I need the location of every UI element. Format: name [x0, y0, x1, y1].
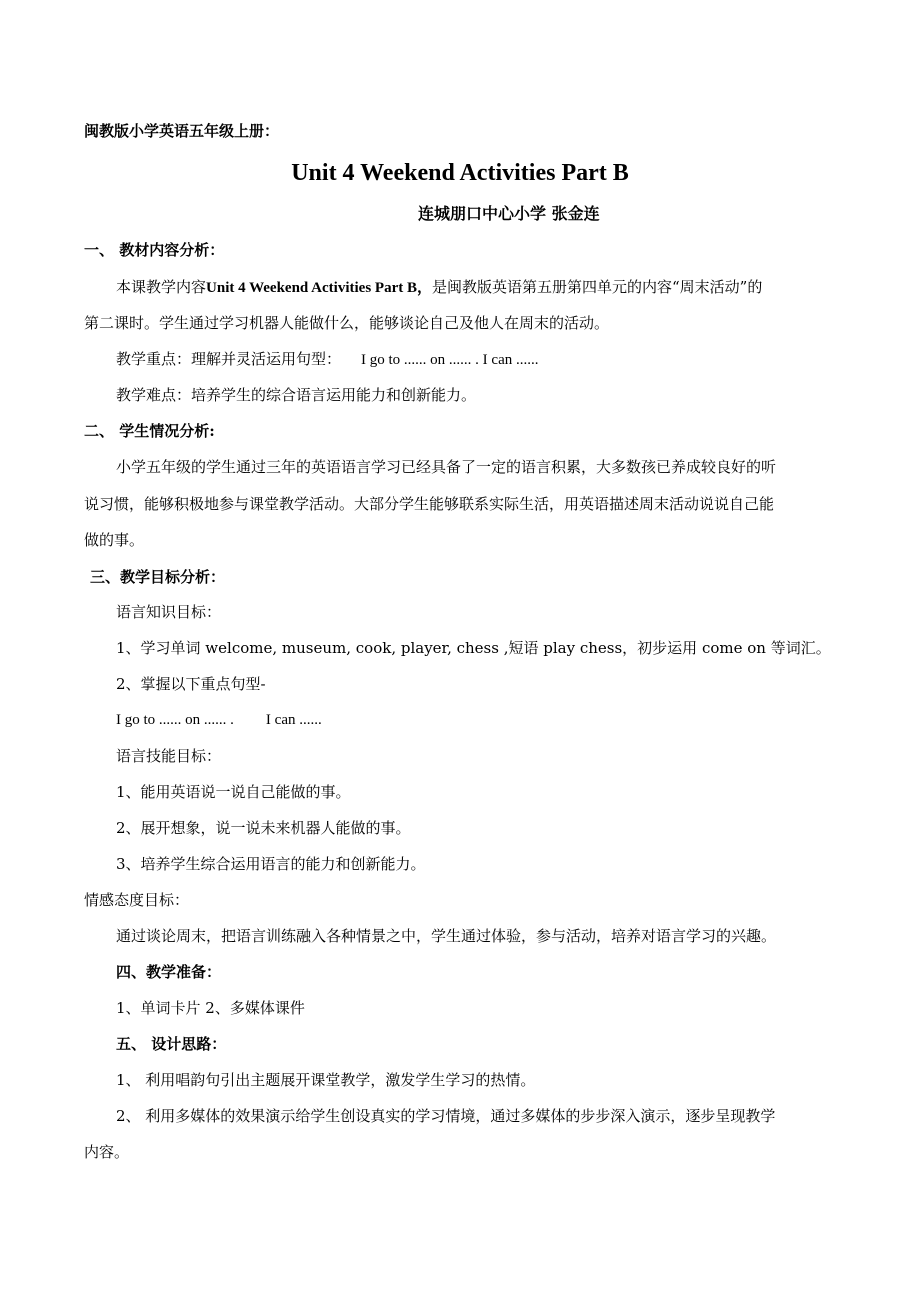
- s1-p1-bold: Unit 4 Weekend Activities Part B，: [206, 280, 432, 296]
- pattern-can: I can ......: [265, 712, 322, 728]
- section-4-heading: 四、教学准备：: [116, 963, 222, 981]
- section-2-heading: 二、 学生情况分析:: [84, 422, 215, 440]
- knowledge-item-2: 2、掌握以下重点句型-: [116, 675, 266, 693]
- section-5-heading: 五、 设计思路：: [116, 1035, 227, 1053]
- skill-item-2: 2、展开想象，说一说未来机器人能做的事。: [116, 819, 411, 837]
- skills-label: 语言技能目标：: [116, 747, 222, 765]
- emotion-label: 情感态度目标：: [84, 891, 190, 909]
- section-3-heading: 三、教学目标分析：: [90, 568, 226, 586]
- s2-line-2: 说习惯，能够积极地参与课堂教学活动。大部分学生能够联系实际生活，用英语描述周末活动说说自己能: [84, 495, 775, 513]
- key-pattern: I go to ...... on ...... . I can ......: [361, 352, 539, 368]
- skill-item-3: 3、培养学生综合运用语言的能力和创新能力。: [116, 855, 426, 873]
- emotion-text: 通过谈论周末，把语言训练融入各种情景之中，学生通过体验，参与活动，培养对语言学习的兴趣。: [116, 927, 777, 945]
- section-1-heading: 一、 教材内容分析：: [84, 241, 225, 259]
- s2-line-3: 做的事。: [84, 531, 145, 549]
- design-item-2-cont: 内容。: [84, 1143, 130, 1161]
- series-label: 闽教版小学英语五年级上册：: [84, 122, 280, 140]
- preparation-text: 1、单词卡片 2、多媒体课件: [116, 999, 305, 1017]
- s1-key-points: [116, 349, 539, 370]
- s1-p1-post: 是闽教版英语第五册第四单元的内容“周末活动”的: [431, 278, 763, 296]
- s1-paragraph-line-2: 第二课时。学生通过学习机器人能做什么，能够谈论自己及他人在周末的活动。: [84, 314, 610, 332]
- key-label: 教学重点：理解并灵活运用句型：: [116, 350, 342, 368]
- design-item-2: 2、 利用多媒体的效果演示给学生创设真实的学习情境，通过多媒体的步步深入演示，逐步呈现教学: [116, 1107, 776, 1125]
- s1-difficulty: 教学难点：培养学生的综合语言运用能力和创新能力。: [116, 386, 477, 404]
- knowledge-item-1: 1、学习单词 welcome, museum, cook, player, chess ,短语 play chess，初步运用 come on 等词汇。: [116, 639, 831, 657]
- author-line: 连城朋口中心小学 张金连: [418, 204, 600, 223]
- knowledge-label: 语言知识目标：: [116, 603, 222, 621]
- knowledge-patterns: [116, 710, 322, 730]
- design-item-1: 1、 利用唱韵句引出主题展开课堂教学，激发学生学习的热情。: [116, 1071, 536, 1089]
- page-title: Unit 4 Weekend Activities Part B: [291, 160, 629, 186]
- pattern-go: I go to ...... on ...... .: [116, 712, 234, 728]
- skill-item-1: 1、能用英语说一说自己能做的事。: [116, 783, 351, 801]
- s1-paragraph-line-1: [116, 277, 762, 298]
- s2-line-1: 小学五年级的学生通过三年的英语语言学习已经具备了一定的语言积累，大多数孩已养成较良好的听: [116, 458, 777, 476]
- s1-p1-pre: 本课教学内容: [116, 278, 207, 296]
